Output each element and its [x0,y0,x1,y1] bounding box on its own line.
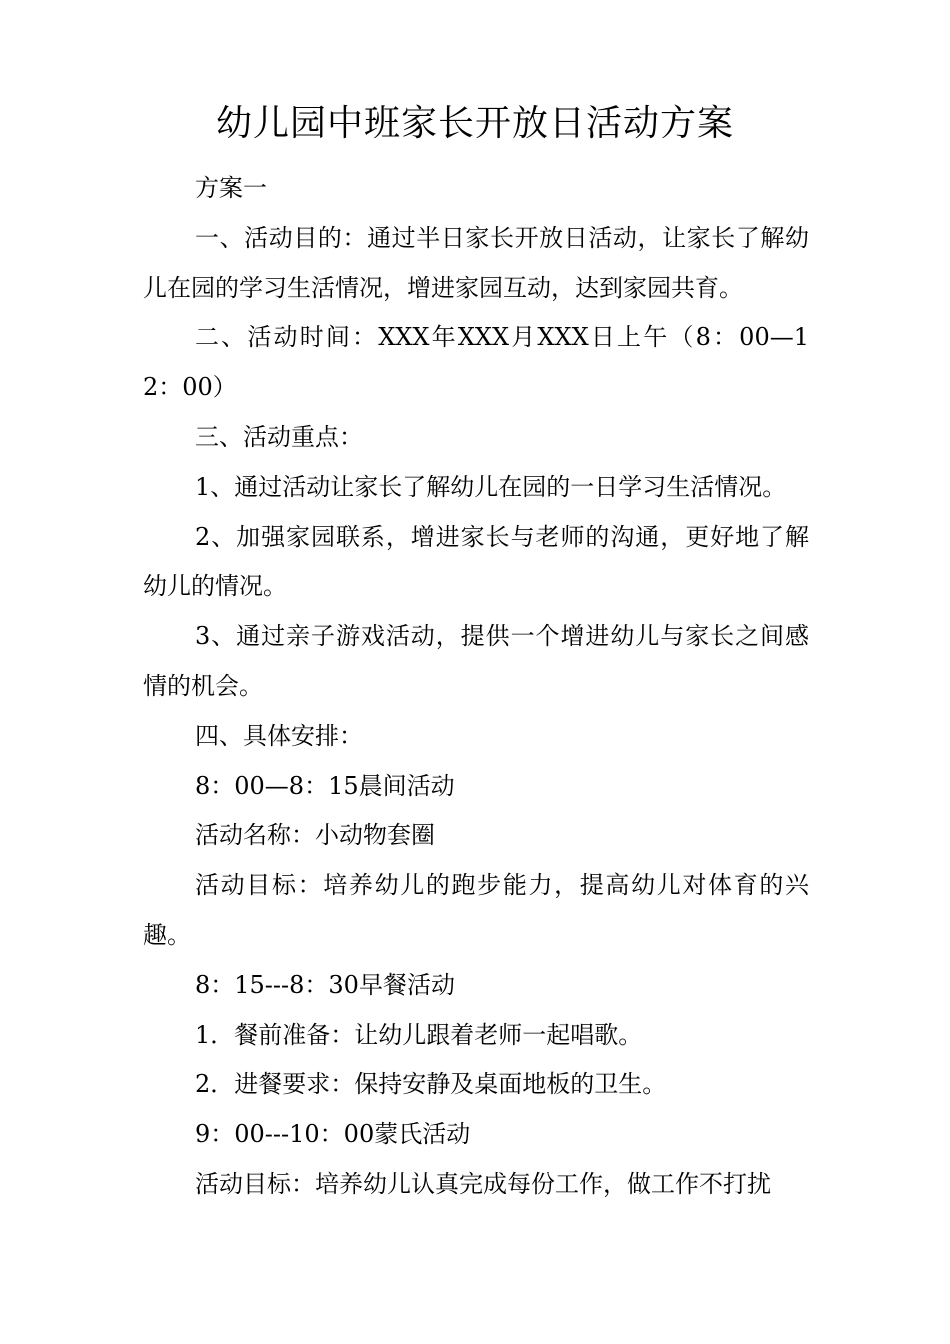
paragraph-activity-goal: 活动目标：培养幼儿的跑步能力，提高幼儿对体育的兴趣。 [143,871,809,949]
paragraph-breakfast-prep: 1．餐前准备：让幼儿跟着老师一起唱歌。 [195,1020,643,1049]
paragraph-schedule-heading: 四、具体安排： [195,721,363,750]
paragraph-focus-2: 2、加强家园联系，增进家长与老师的沟通，更好地了解幼儿的情况。 [143,522,809,601]
paragraph-activity-name: 活动名称：小动物套圈 [195,821,435,850]
paragraph-time: 二、活动时间：XXX年XXX月XXX日上午（8：00—12：00） [143,323,809,402]
paragraph-focus-1: 1、通过活动让家长了解幼儿在园的一日学习生活情况。 [195,472,787,501]
document-title: 幼儿园中班家长开放日活动方案 [215,103,734,144]
paragraph-focus-3: 3、通过亲子游戏活动，提供一个增进幼儿与家长之间感情的机会。 [143,622,809,700]
paragraph-breakfast-rules: 2．进餐要求：保持安静及桌面地板的卫生。 [195,1070,667,1099]
paragraph-plan-one: 方案一 [195,174,267,202]
paragraph-montessori: 9：00---10：00蒙氏活动 [195,1120,471,1149]
paragraph-breakfast: 8：15---8：30早餐活动 [195,970,455,999]
paragraph-focus-heading: 三、活动重点： [195,422,363,451]
paragraph-morning-activity: 8：00—8：15晨间活动 [195,771,455,800]
document-body [143,164,809,1210]
paragraph-purpose: 一、活动目的：通过半日家长开放日活动，让家长了解幼儿在园的学习生活情况，增进家园互动，达到家园共育。 [143,223,809,302]
paragraph-montessori-goal: 活动目标：培养幼儿认真完成每份工作，做工作不打扰 [195,1169,771,1198]
